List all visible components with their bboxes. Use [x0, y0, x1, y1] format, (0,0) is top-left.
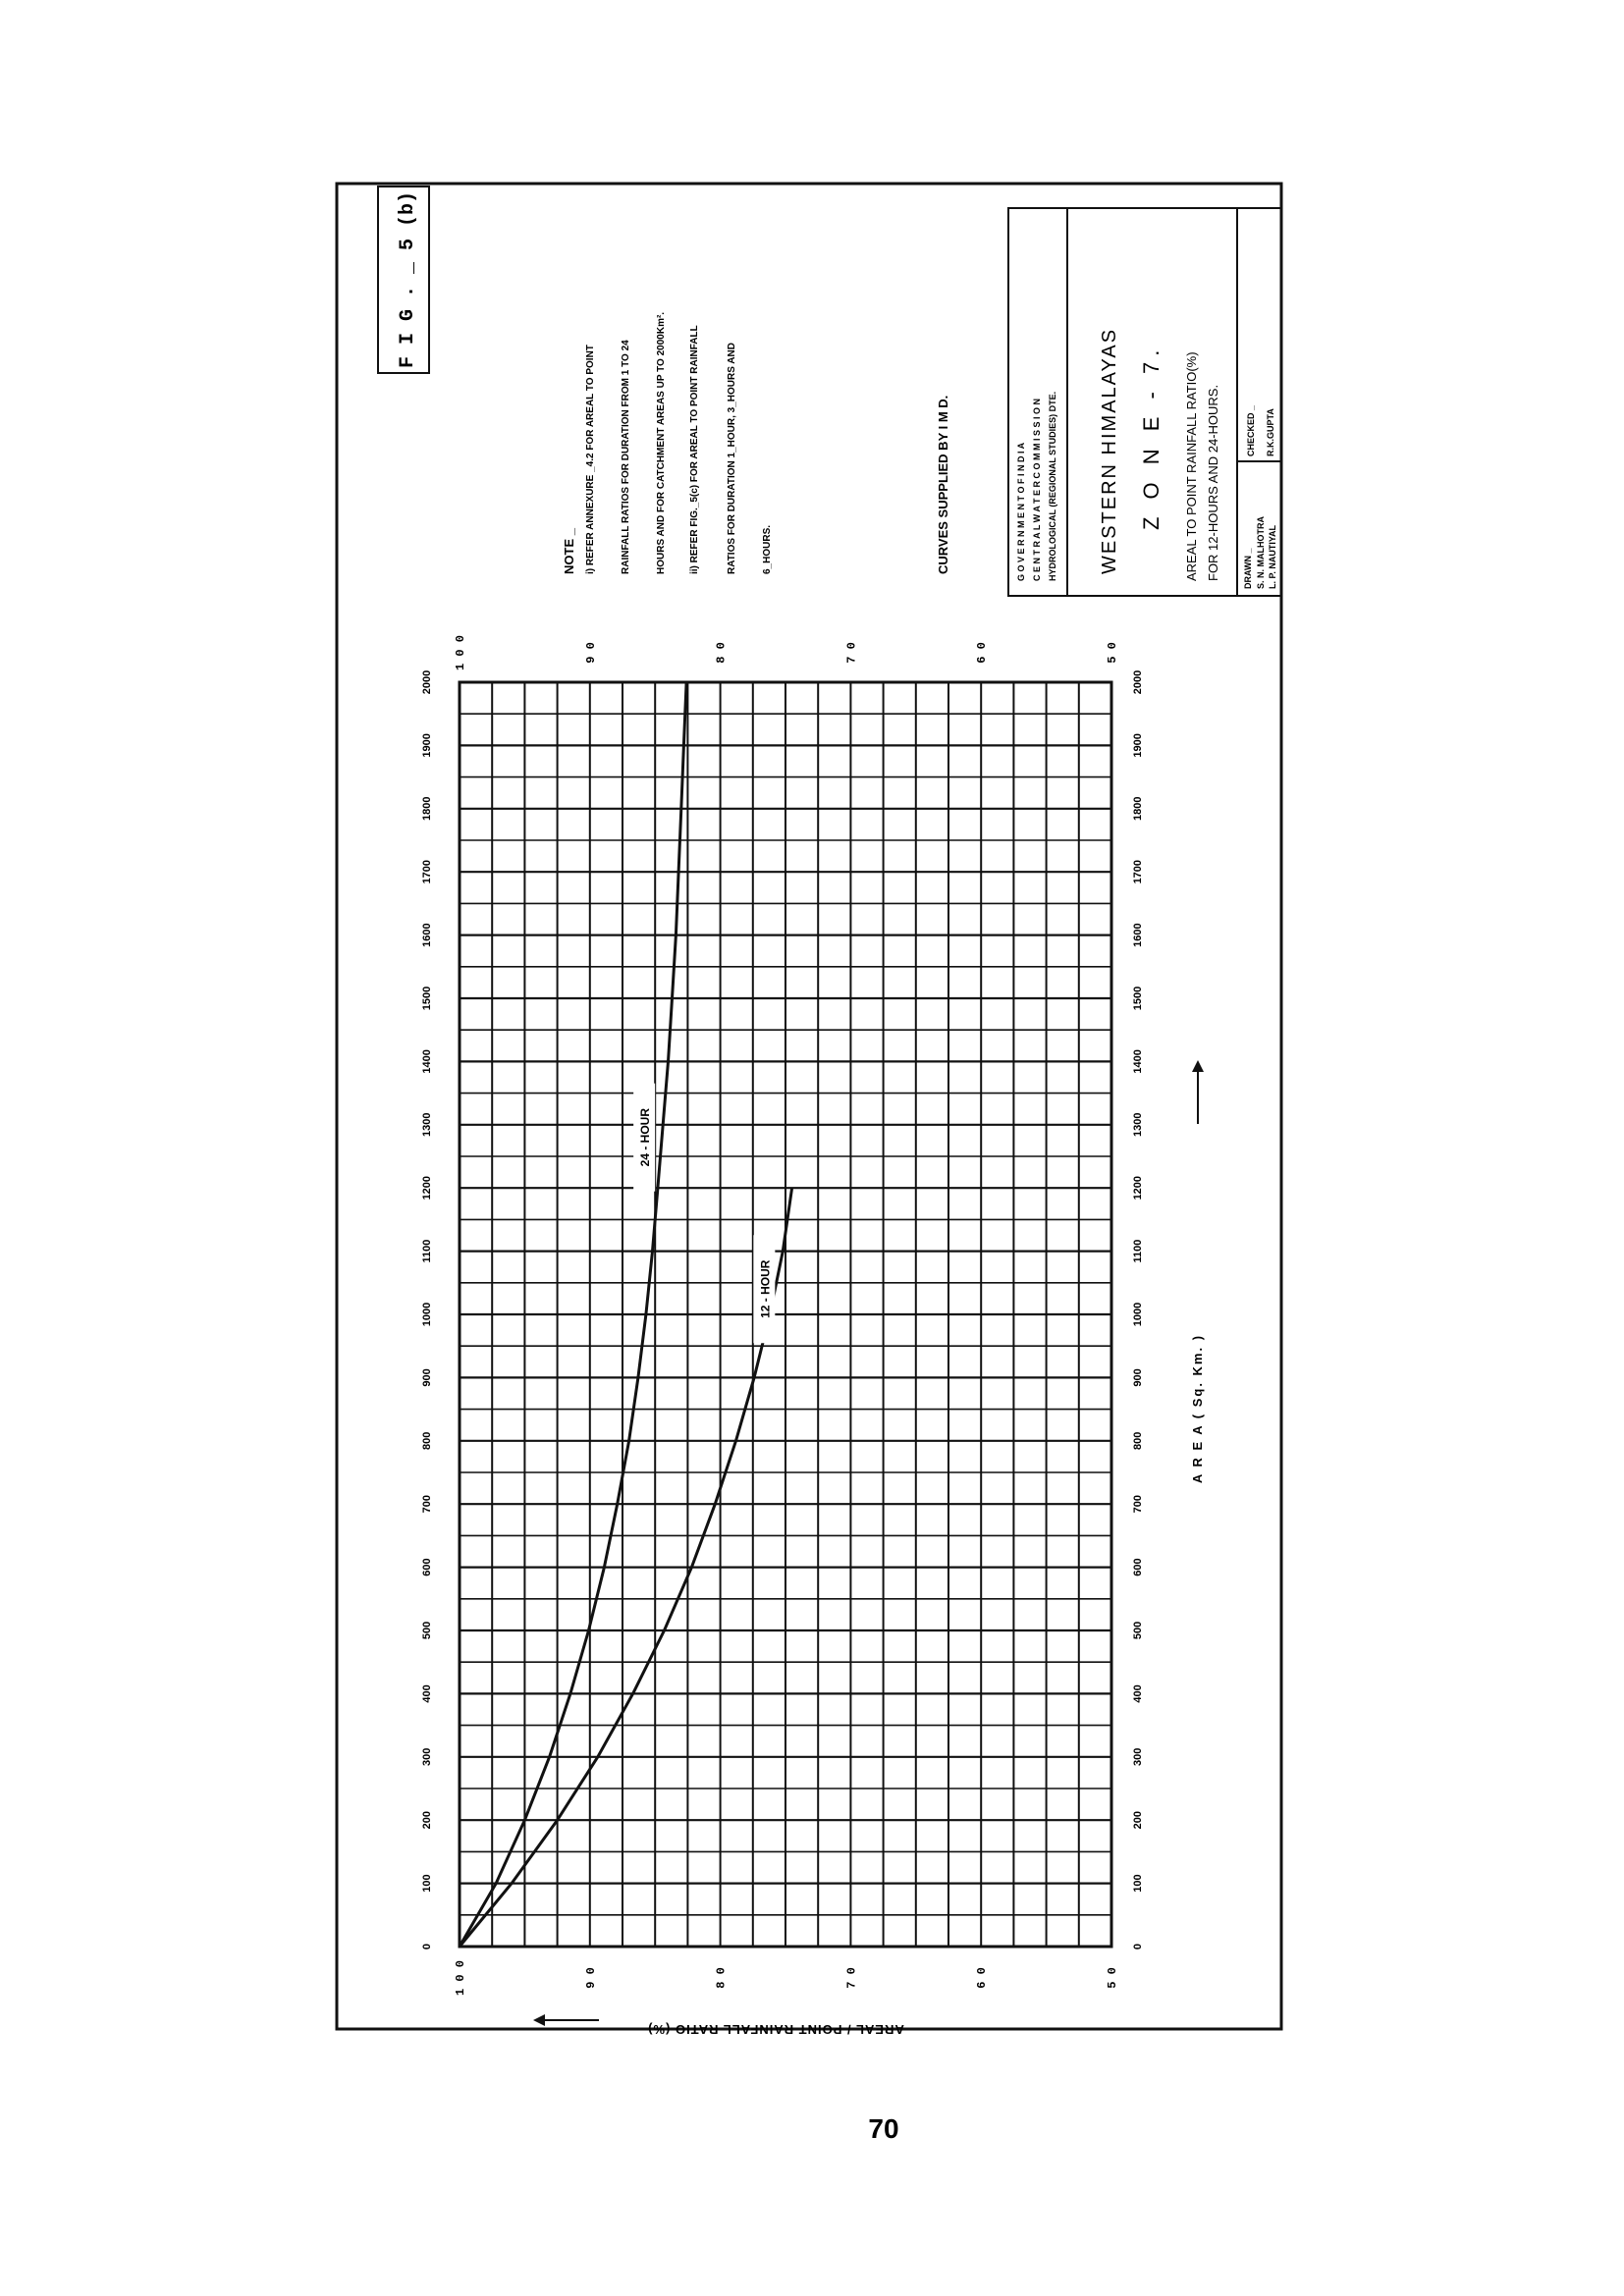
x-tick-label: 100: [1132, 1874, 1144, 1893]
x-tick-label: 1500: [421, 986, 433, 1011]
chart-subtitle: AREAL TO POINT RAINFALL RATIO(%): [1184, 351, 1199, 581]
note-line: ii) REFER FIG._5(c) FOR AREAL TO POINT RAINFALL: [689, 325, 700, 574]
drawn-label: DRAWN _: [1243, 548, 1253, 589]
y-tick-label: 9 0: [583, 1967, 598, 1989]
x-tick-label: 1600: [1132, 923, 1144, 947]
org-line: HYDROLOGICAL (REGIONAL STUDIES) DTE.: [1048, 391, 1057, 581]
x-tick-label: 200: [421, 1811, 433, 1830]
zone-title: Z O N E - 7.: [1139, 344, 1164, 530]
page-number: 70: [868, 2113, 899, 2144]
notes-heading: NOTE _: [562, 528, 576, 574]
x-tick-label: 1000: [421, 1302, 433, 1327]
x-tick-label: 200: [1132, 1811, 1144, 1830]
y-axis-title: AREAL / POINT RAINFALL RATIO (%): [647, 2022, 904, 2037]
org-line: C E N T R A L W A T E R C O M M I S S I O N: [1032, 398, 1042, 581]
x-tick-label: 1600: [421, 923, 433, 947]
x-tick-label: 800: [1132, 1431, 1144, 1450]
x-tick-label: 2000: [421, 669, 433, 695]
series-label: 12 - HOUR: [758, 1259, 773, 1318]
x-axis-arrowhead: [1192, 1060, 1204, 1072]
notes-block: [562, 312, 950, 574]
x-tick-label: 1300: [421, 1112, 433, 1138]
x-tick-label: 1100: [421, 1239, 433, 1263]
note-line: RATIOS FOR DURATION 1_HOUR, 3_HOURS AND: [727, 343, 737, 574]
x-tick-label: 400: [1132, 1684, 1144, 1703]
drawn-name: L. P. NAUTIYAL: [1268, 524, 1277, 589]
x-tick-label: 500: [1132, 1621, 1144, 1640]
x-tick-label: 500: [421, 1621, 433, 1640]
series-label: 24 - HOUR: [638, 1108, 653, 1167]
chart-area: [421, 635, 1205, 2037]
x-tick-label: 1900: [1132, 733, 1144, 758]
x-tick-label: 1300: [1132, 1112, 1144, 1138]
y-tick-label: 5 0: [1106, 642, 1119, 664]
y-tick-label: 6 0: [975, 642, 990, 664]
x-tick-label: 300: [1132, 1747, 1144, 1766]
x-tick-label: 800: [421, 1431, 433, 1450]
x-tick-label: 100: [421, 1874, 433, 1893]
y-tick-label: 1 0 0: [454, 1959, 467, 1997]
note-line: 6_HOURS.: [762, 524, 773, 574]
x-tick-label: 1400: [1132, 1049, 1144, 1074]
y-tick-label: 6 0: [975, 1967, 990, 1989]
x-tick-label: 0: [421, 1943, 433, 1950]
checked-label: CHECKED _: [1246, 404, 1256, 456]
x-tick-label: 600: [1132, 1558, 1144, 1576]
y-tick-label: 8 0: [714, 642, 729, 664]
y-tick-label: 1 0 0: [454, 634, 467, 671]
note-line: RAINFALL RATIOS FOR DURATION FROM 1 TO 24: [621, 340, 631, 574]
note-line: HOURS AND FOR CATCHMENT AREAS UP TO 2000Km².: [656, 311, 667, 574]
y-tick-label: 9 0: [583, 642, 598, 664]
org-line: G O V E R N M E N T O F I N D I A: [1016, 442, 1026, 581]
x-tick-label: 1500: [1132, 986, 1144, 1011]
x-tick-label: 1700: [1132, 859, 1144, 884]
x-tick-label: 900: [421, 1368, 433, 1387]
title-block: [1008, 208, 1281, 596]
drawn-name: S. N. MALHOTRA: [1256, 516, 1266, 589]
checked-name: R.K.GUPTA: [1266, 408, 1275, 456]
x-tick-label: 1900: [421, 733, 433, 758]
x-tick-label: 2000: [1132, 669, 1144, 695]
y-tick-label: 7 0: [844, 1967, 859, 1989]
y-tick-label: 5 0: [1106, 1967, 1119, 1989]
y-tick-label: 8 0: [714, 1967, 729, 1989]
x-axis-title: A R E A ( Sq. Km. ): [1190, 1333, 1205, 1484]
x-tick-label: 1200: [421, 1175, 433, 1201]
x-tick-label: 900: [1132, 1368, 1144, 1387]
region-title: WESTERN HIMALAYAS: [1099, 327, 1120, 574]
x-tick-label: 0: [1132, 1943, 1144, 1950]
y-tick-label: 7 0: [844, 642, 859, 664]
x-tick-label: 1800: [421, 796, 433, 822]
x-tick-label: 1100: [1132, 1239, 1144, 1263]
x-tick-label: 600: [421, 1558, 433, 1576]
x-tick-label: 400: [421, 1684, 433, 1703]
y-axis-arrowhead: [533, 2014, 545, 2026]
curves-source: CURVES SUPPLIED BY I M D.: [936, 395, 950, 574]
x-tick-label: 700: [1132, 1495, 1144, 1514]
x-tick-label: 300: [421, 1747, 433, 1766]
x-tick-label: 1800: [1132, 796, 1144, 822]
x-tick-label: 1400: [421, 1049, 433, 1074]
x-tick-label: 1200: [1132, 1175, 1144, 1201]
figure-label: F I G . _ 5 (b): [397, 190, 419, 369]
x-tick-label: 700: [421, 1495, 433, 1514]
note-line: i) REFER ANNEXURE _4.2 FOR AREAL TO POINT: [585, 345, 596, 574]
x-tick-label: 1000: [1132, 1302, 1144, 1327]
chart-subtitle: FOR 12-HOURS AND 24-HOURS.: [1206, 384, 1220, 581]
x-tick-label: 1700: [421, 859, 433, 884]
